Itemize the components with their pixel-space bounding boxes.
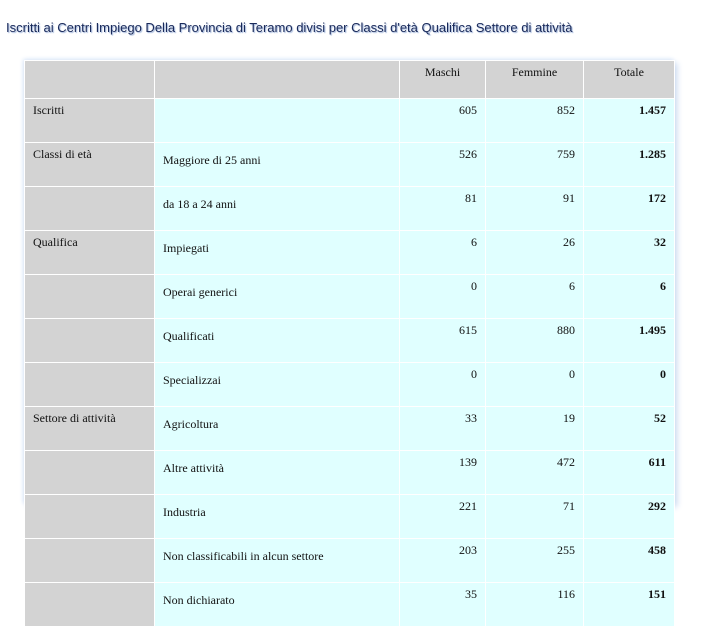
table-row — [25, 495, 675, 539]
cell-totale: 458 — [584, 539, 675, 583]
page-title: Iscritti ai Centri Impiego Della Provincia di Teramo divisi per Classi d'età Qualifica Settore di attività — [6, 20, 573, 35]
cell-maschi: 35 — [400, 583, 486, 627]
cell-totale: 292 — [584, 495, 675, 539]
row-label: da 18 a 24 anni — [155, 187, 400, 231]
cell-maschi: 221 — [400, 495, 486, 539]
table-row — [25, 99, 675, 143]
row-category — [25, 363, 155, 407]
column-header-totale: Totale — [584, 61, 675, 99]
table-row — [25, 143, 675, 187]
row-label: Impiegati — [155, 231, 400, 275]
table-row — [25, 319, 675, 363]
cell-totale: 6 — [584, 275, 675, 319]
row-label — [155, 99, 400, 143]
row-category — [25, 583, 155, 627]
row-label: Specializzai — [155, 363, 400, 407]
cell-femmine: 26 — [486, 231, 584, 275]
cell-femmine: 19 — [486, 407, 584, 451]
cell-femmine: 852 — [486, 99, 584, 143]
cell-totale: 1.285 — [584, 143, 675, 187]
table-row — [25, 187, 675, 231]
cell-maschi: 6 — [400, 231, 486, 275]
header-blank-label — [155, 61, 400, 99]
cell-femmine: 759 — [486, 143, 584, 187]
row-label: Maggiore di 25 anni — [155, 143, 400, 187]
cell-totale: 1.457 — [584, 99, 675, 143]
cell-totale: 611 — [584, 451, 675, 495]
cell-totale: 0 — [584, 363, 675, 407]
cell-maschi: 605 — [400, 99, 486, 143]
cell-totale: 52 — [584, 407, 675, 451]
table-row — [25, 451, 675, 495]
row-label: Qualificati — [155, 319, 400, 363]
row-label: Industria — [155, 495, 400, 539]
row-category: Qualifica — [25, 231, 155, 275]
row-label: Altre attività — [155, 451, 400, 495]
cell-maschi: 526 — [400, 143, 486, 187]
row-category — [25, 451, 155, 495]
cell-maschi: 0 — [400, 363, 486, 407]
table-row — [25, 363, 675, 407]
row-category — [25, 319, 155, 363]
table-row — [25, 583, 675, 627]
column-header-femmine: Femmine — [486, 61, 584, 99]
cell-totale: 1.495 — [584, 319, 675, 363]
row-category — [25, 187, 155, 231]
cell-femmine: 116 — [486, 583, 584, 627]
table-row — [25, 539, 675, 583]
column-header-maschi: Maschi — [400, 61, 486, 99]
table-row — [25, 275, 675, 319]
cell-maschi: 139 — [400, 451, 486, 495]
cell-femmine: 472 — [486, 451, 584, 495]
cell-maschi: 615 — [400, 319, 486, 363]
cell-femmine: 0 — [486, 363, 584, 407]
cell-maschi: 203 — [400, 539, 486, 583]
cell-maschi: 33 — [400, 407, 486, 451]
table-row — [25, 231, 675, 275]
cell-femmine: 71 — [486, 495, 584, 539]
cell-maschi: 0 — [400, 275, 486, 319]
cell-maschi: 81 — [400, 187, 486, 231]
cell-femmine: 880 — [486, 319, 584, 363]
row-category: Iscritti — [25, 99, 155, 143]
table-row — [25, 407, 675, 451]
data-table — [24, 60, 675, 627]
table-header-row — [25, 61, 675, 99]
cell-totale: 151 — [584, 583, 675, 627]
row-category: Classi di età — [25, 143, 155, 187]
header-blank-category — [25, 61, 155, 99]
row-category — [25, 275, 155, 319]
row-category — [25, 495, 155, 539]
table-container — [24, 60, 674, 607]
row-label: Non classificabili in alcun settore — [155, 539, 400, 583]
row-label: Agricoltura — [155, 407, 400, 451]
cell-femmine: 91 — [486, 187, 584, 231]
cell-femmine: 255 — [486, 539, 584, 583]
cell-totale: 172 — [584, 187, 675, 231]
row-label: Non dichiarato — [155, 583, 400, 627]
row-category: Settore di attività — [25, 407, 155, 451]
row-category — [25, 539, 155, 583]
cell-totale: 32 — [584, 231, 675, 275]
cell-femmine: 6 — [486, 275, 584, 319]
row-label: Operai generici — [155, 275, 400, 319]
